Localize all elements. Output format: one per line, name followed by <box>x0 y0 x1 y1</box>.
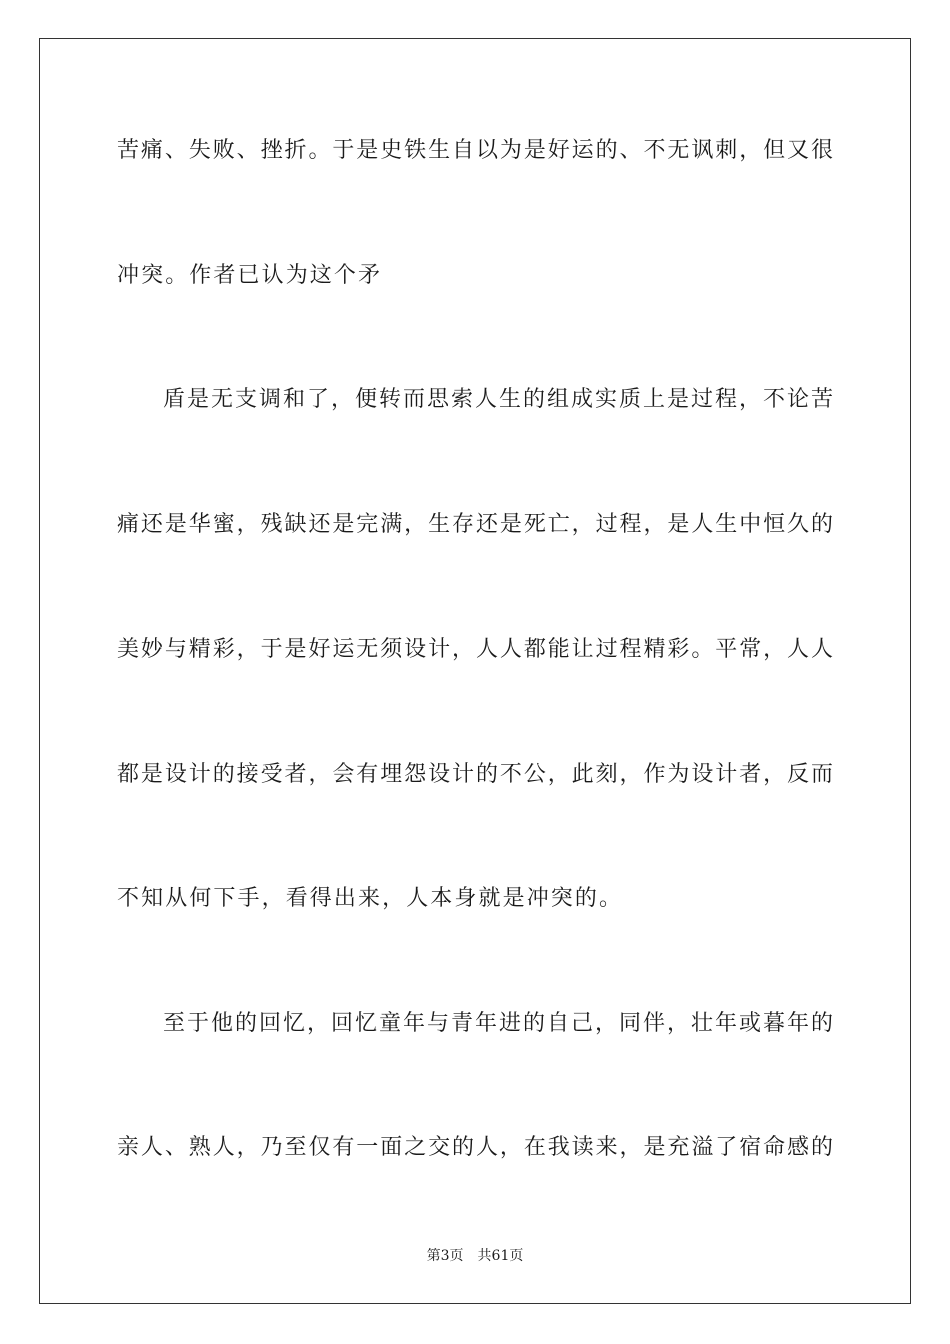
text-line-9: 亲人、熟人，乃至仅有一面之交的人，在我读来，是充溢了宿命感的 <box>117 1135 833 1160</box>
text-line-3: 盾是无支调和了，便转而思索人生的组成实质上是过程，不论苦 <box>163 387 833 412</box>
text-line-2: 冲突。作者已认为这个矛 <box>117 263 383 288</box>
text-line-7: 不知从何下手，看得出来，人本身就是冲突的。 <box>117 886 624 911</box>
text-line-1: 苦痛、失败、挫折。于是史铁生自以为是好运的、不无讽刺，但又很 <box>117 138 833 163</box>
page-border <box>39 38 911 1304</box>
text-line-4: 痛还是华蜜，残缺还是完满，生存还是死亡，过程，是人生中恒久的 <box>117 512 833 537</box>
page-footer <box>0 1246 950 1266</box>
text-line-5: 美妙与精彩，于是好运无须设计，人人都能让过程精彩。平常，人人 <box>117 637 833 662</box>
page-total: 共61页 <box>477 1248 524 1264</box>
text-line-6: 都是设计的接受者，会有埋怨设计的不公，此刻，作为设计者，反而 <box>117 762 833 787</box>
text-line-8: 至于他的回忆，回忆童年与青年进的自己，同伴，壮年或暮年的 <box>163 1011 833 1036</box>
page-number: 第3页 <box>426 1248 464 1264</box>
